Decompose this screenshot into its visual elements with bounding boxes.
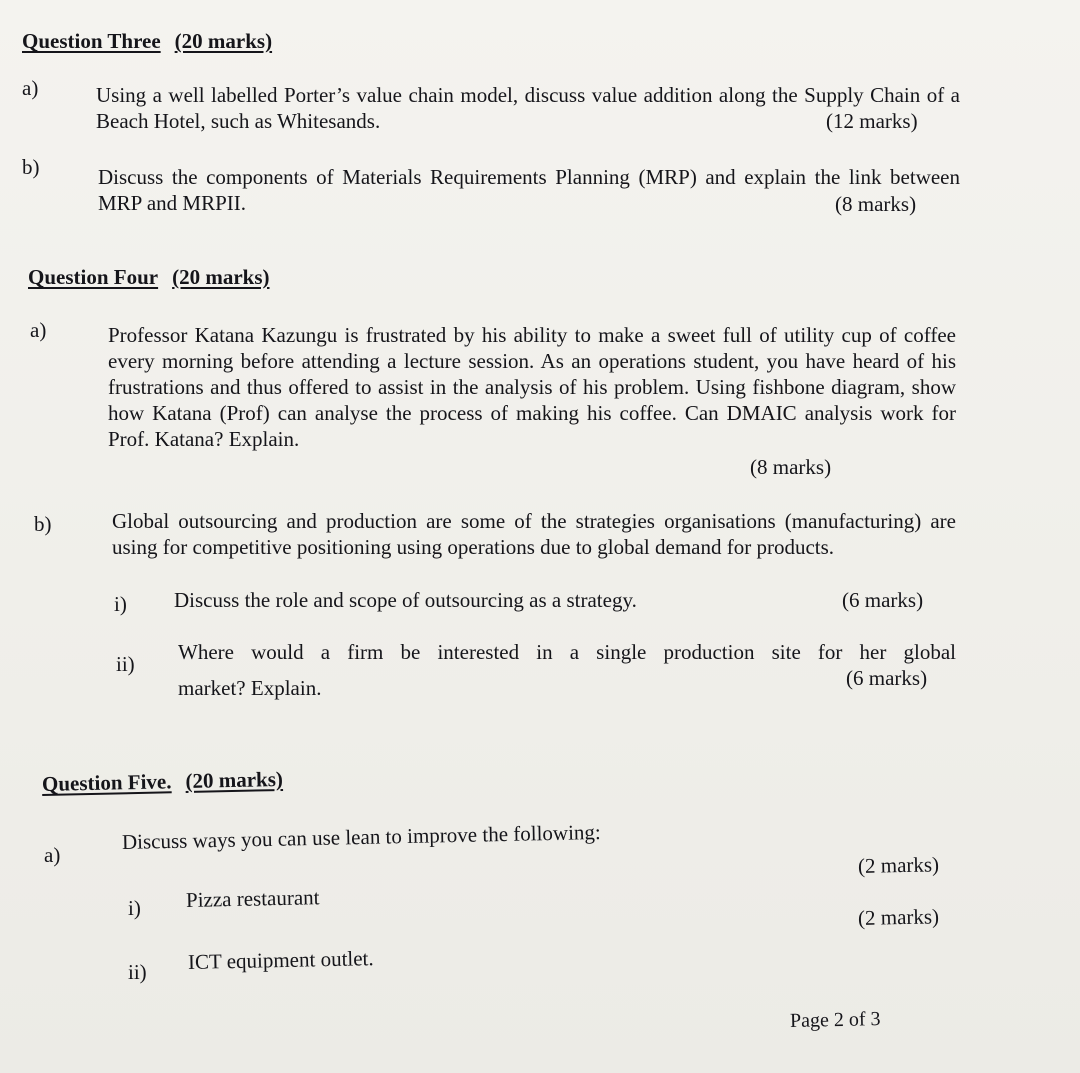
question-four-b-label: b) (34, 512, 52, 536)
question-three-title: Question Three (22, 29, 161, 53)
question-four-b-ii-text-line2: market? Explain. (178, 676, 322, 700)
question-three-a-label: a) (22, 76, 39, 100)
question-three-a-text: Using a well labelled Porter’s value chain model, discuss value addition along the Supply Chain of a Beach Hotel, such as Whitesands. (96, 83, 960, 133)
question-five-a-ii-marks: (2 marks) (857, 904, 940, 930)
question-five-a-label: a) (44, 843, 61, 867)
question-four-b-i-text: Discuss the role and scope of outsourcing as a strategy. (174, 588, 637, 612)
question-five-a-i-label: i) (128, 896, 141, 920)
question-five-a-ii-label: ii) (128, 960, 147, 984)
question-five-title: Question Five. (41, 769, 172, 796)
question-four-title: Question Four (28, 265, 159, 289)
question-three-b-label: b) (22, 155, 40, 179)
question-four-b-i-marks: (6 marks) (842, 588, 924, 612)
question-four-a-marks: (8 marks) (750, 455, 832, 479)
question-five-heading (42, 767, 283, 797)
question-four-b-i-label: i) (114, 592, 127, 616)
question-three-b-text: Discuss the components of Materials Requirements Planning (MRP) and explain the link between MRP and MRPII. (98, 165, 960, 215)
question-four-marks: (20 marks) (172, 265, 270, 289)
question-four-a-text: Professor Katana Kazungu is frustrated by his ability to make a sweet full of utility cup of coffee every morning before attending a lecture session. As an operations student, you have heard of his frustrations and thus offered to assist in the analysis of his problem. Using fishbone diagram, show how Katana (Prof) can analyse the process of making his coffee. Can DMAIC analysis work for Prof. Katana? Explain. (108, 323, 956, 451)
question-five-a-i-text: Pizza restaurant (185, 885, 320, 912)
question-four-b-ii-text-line1: Where would a firm be interested in a single production site for her global (178, 640, 956, 664)
question-four-a-label: a) (30, 318, 47, 342)
question-four-b-ii-marks: (6 marks) (846, 666, 928, 690)
question-five-a-text: Discuss ways you can use lean to improve the following: (121, 819, 601, 854)
question-five-a-ii-text: ICT equipment outlet. (187, 946, 374, 974)
question-five-marks: (20 marks) (185, 766, 284, 793)
question-five-a-i-marks: (2 marks) (857, 852, 940, 878)
question-four-b-text: Global outsourcing and production are some of the strategies organisations (manufacturing) are using for competitive positioning using operations due to global demand for products. (112, 509, 956, 559)
page-number: Page 2 of 3 (789, 1008, 881, 1032)
question-three-b-marks: (8 marks) (835, 192, 917, 216)
question-three-a-marks: (12 marks) (826, 109, 918, 133)
question-three-marks: (20 marks) (174, 29, 273, 53)
question-four-b-ii-label: ii) (116, 652, 135, 676)
question-three-heading (22, 29, 272, 54)
question-four-heading (28, 265, 270, 290)
